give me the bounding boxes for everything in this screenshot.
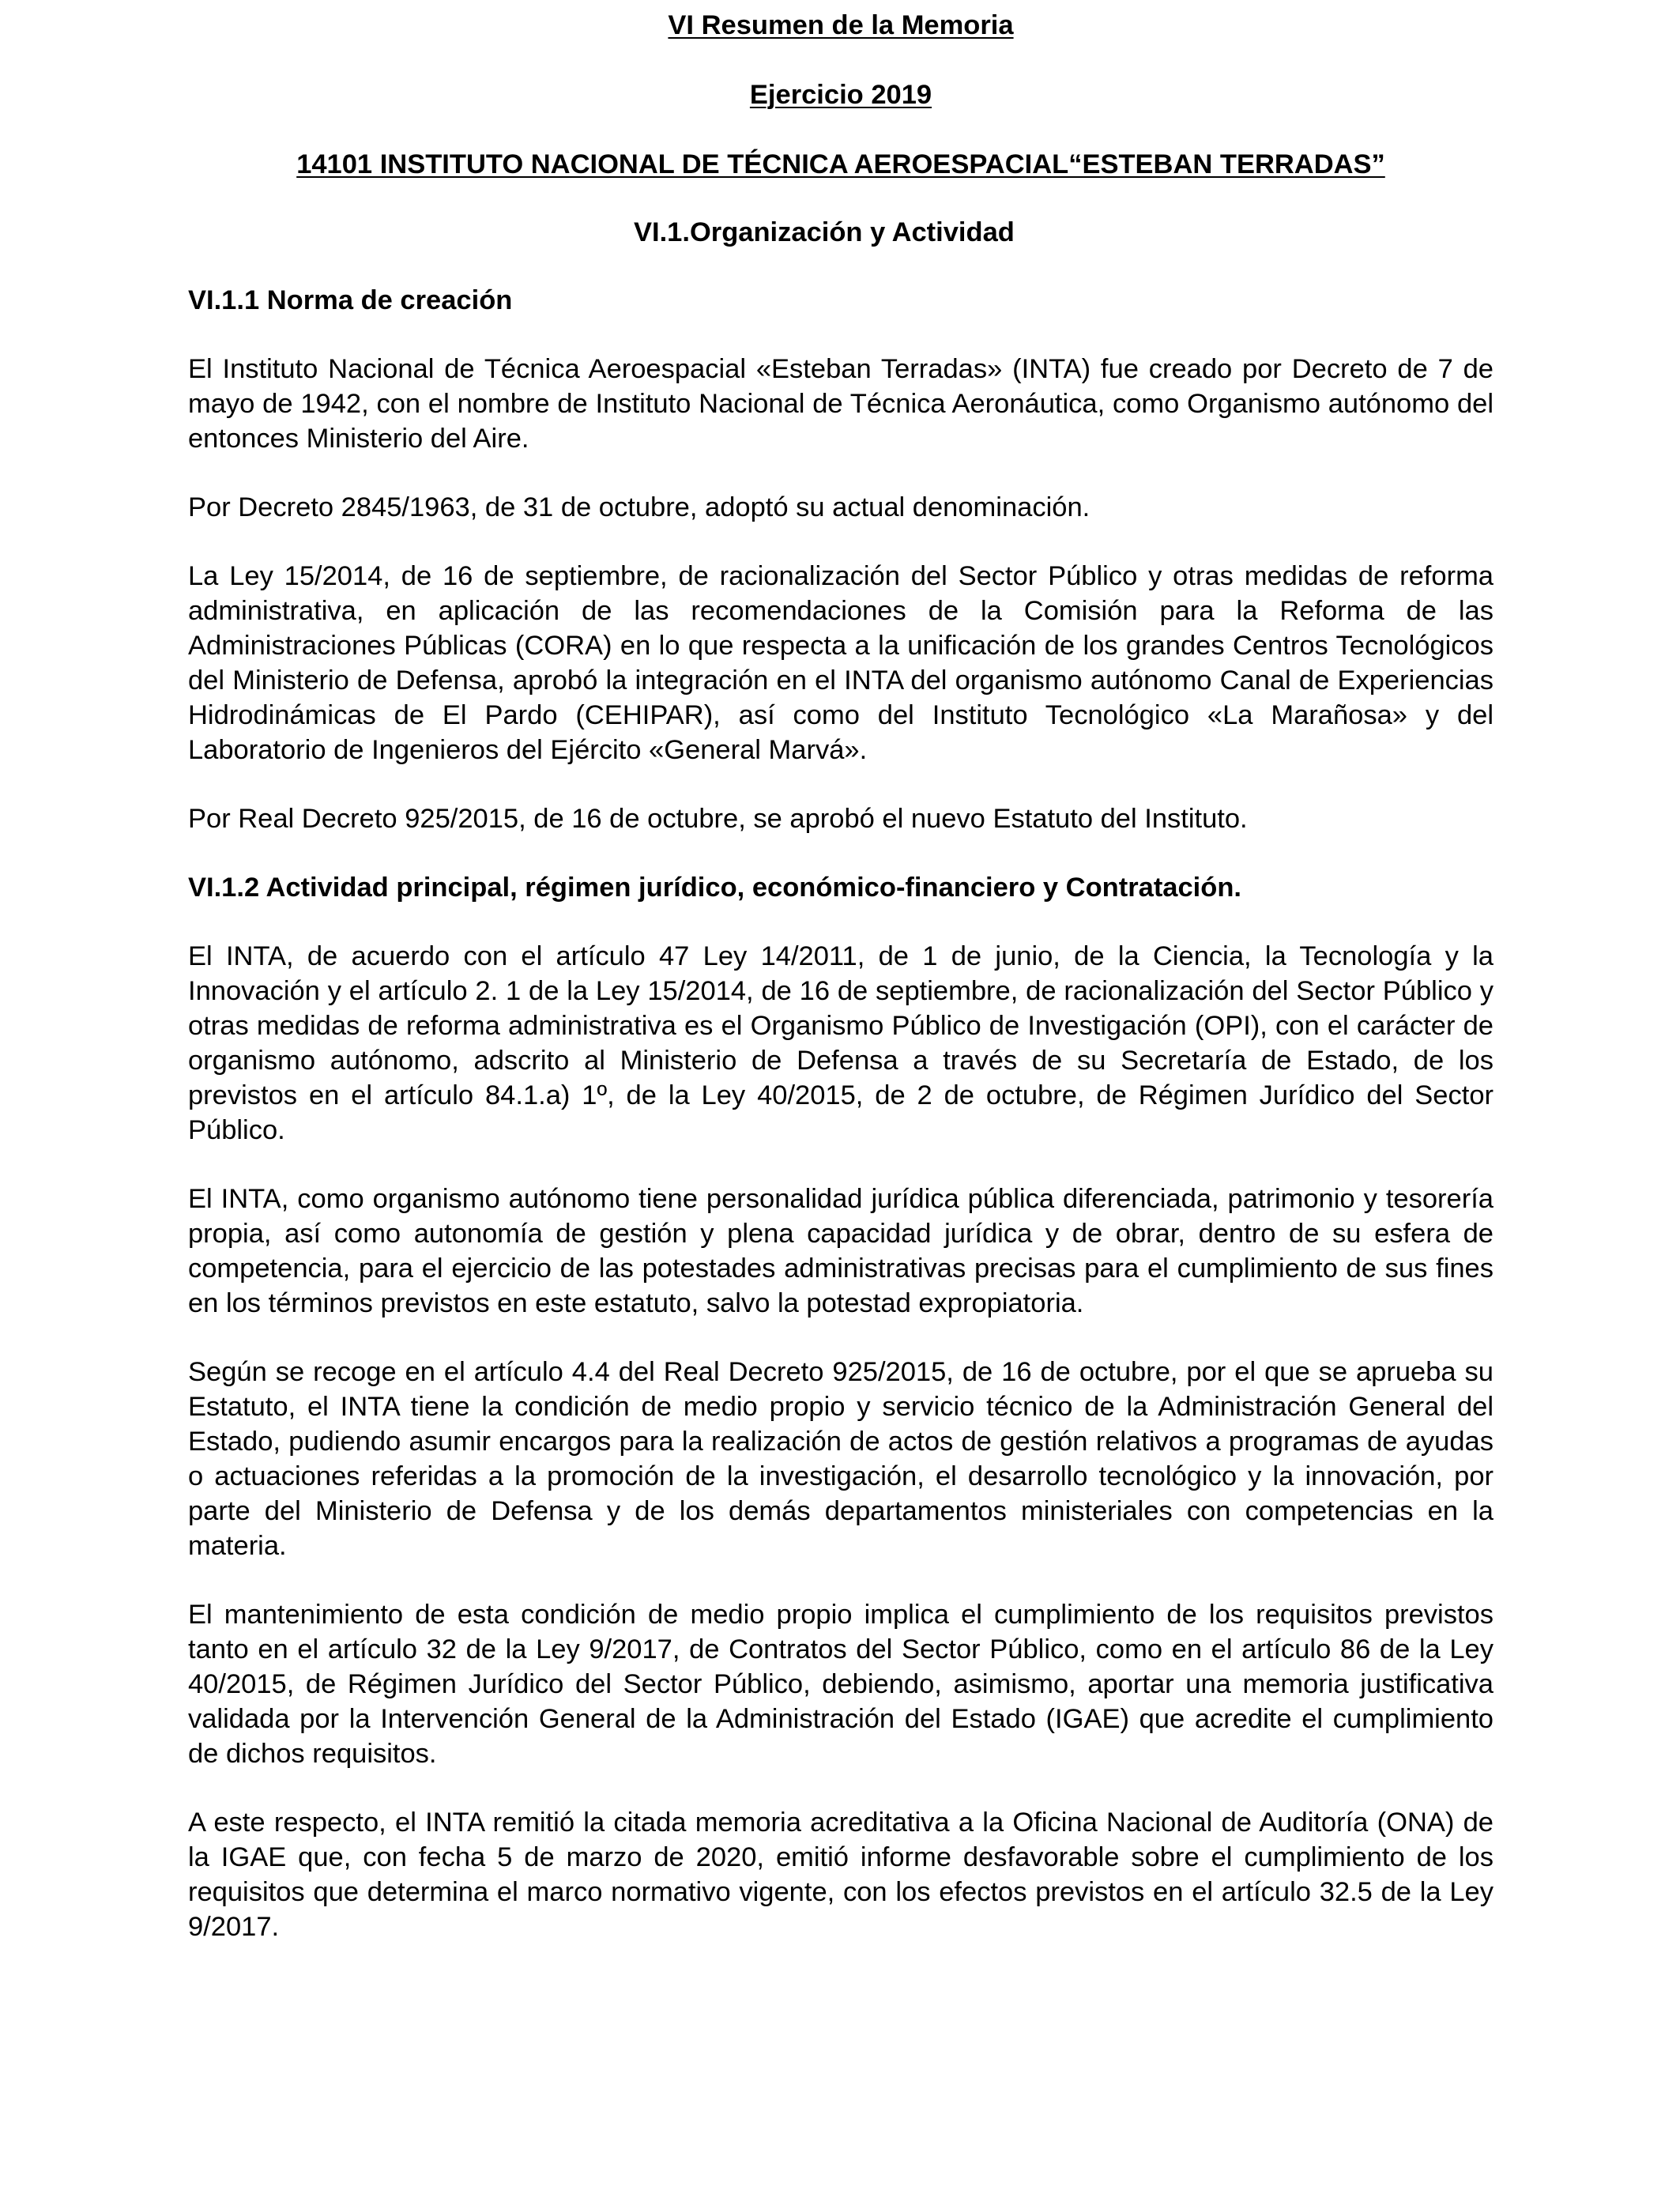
paragraph: A este respecto, el INTA remitió la citada memoria acreditativa a la Oficina Nacional de Auditoría (ONA) de la IGAE que, con fecha 5 de marzo de 2020, emitió informe desfavorable sobre el cumplimiento de los requisitos que determina el marco normativo vigente, con los efectos previstos en el artículo 32.5 de la Ley 9/2017.: [188, 1808, 1494, 1942]
document-content: [188, 0, 1494, 1944]
paragraph: Según se recoge en el artículo 4.4 del Real Decreto 925/2015, de 16 de octubre, por el que se aprueba su Estatuto, el INTA tiene la condición de medio propio y servicio técnico de la Administración General del Estado, pudiendo asumir encargos para la realización de actos de gestión relativos a programas de ayudas o actuaciones referidas a la promoción de la investigación, el desarrollo tecnológico y la innovación, por parte del Ministerio de Defensa y de los demás departamentos ministeriales con competencias en la materia.: [188, 1357, 1494, 1561]
paragraph: Por Real Decreto 925/2015, de 16 de octubre, se aprobó el nuevo Estatuto del Instituto.: [188, 804, 1248, 834]
paragraph: El INTA, de acuerdo con el artículo 47 Ley 14/2011, de 1 de junio, de la Ciencia, la Tecnología y la Innovación y el artículo 2. 1 de la Ley 15/2014, de 16 de septiembre, de racionalización del Sector Público y otras medidas de reforma administrativa es el Organismo Público de Investigación (OPI), con el carácter de organismo autónomo, adscrito al Ministerio de Defensa a través de su Secretaría de Estado, de los previstos en el artículo 84.1.a) 1º, de la Ley 40/2015, de 2 de octubre, de Régimen Jurídico del Sector Público.: [188, 941, 1494, 1145]
subsection-heading-activity: VI.1.2 Actividad principal, régimen jurídico, económico-financiero y Contratación.: [188, 873, 1242, 903]
paragraph: El mantenimiento de esta condición de medio propio implica el cumplimiento de los requisitos previstos tanto en el artículo 32 de la Ley 9/2017, de Contratos del Sector Público, como en el artículo 86 de la Ley 40/2015, de Régimen Jurídico del Sector Público, debiendo, asimismo, aportar una memoria justificativa validada por la Intervención General de la Administración del Estado (IGAE) que acredite el cumplimiento de dichos requisitos.: [188, 1600, 1494, 1769]
section-heading: VI.1.Organización y Actividad: [634, 217, 1015, 247]
entity-title: 14101 INSTITUTO NACIONAL DE TÉCNICA AEROESPACIAL“ESTEBAN TERRADAS”: [296, 149, 1385, 179]
paragraph: Por Decreto 2845/1963, de 31 de octubre, adoptó su actual denominación.: [188, 492, 1090, 522]
paragraph: El Instituto Nacional de Técnica Aeroespacial «Esteban Terradas» (INTA) fue creado por Decreto de 7 de mayo de 1942, con el nombre de Instituto Nacional de Técnica Aeronáutica, como Organismo autónomo del entonces Ministerio del Aire.: [188, 354, 1494, 454]
exercise-title: Ejercicio 2019: [749, 80, 932, 110]
paragraph: El INTA, como organismo autónomo tiene personalidad jurídica pública diferenciada, patrimonio y tesorería propia, así como autonomía de gestión y plena capacidad jurídica y de obrar, dentro de su esfera de competencia, para el ejercicio de las potestades administrativas precisas para el cumplimiento de sus fines en los términos previstos en este estatuto, salvo la potestad expropiatoria.: [188, 1184, 1494, 1318]
document-title: VI Resumen de la Memoria: [668, 10, 1014, 40]
subsection-heading-creation: VI.1.1 Norma de creación: [188, 285, 513, 315]
paragraph: La Ley 15/2014, de 16 de septiembre, de racionalización del Sector Público y otras medidas de reforma administrativa, en aplicación de las recomendaciones de la Comisión para la Reforma de las Administraciones Públicas (CORA) en lo que respecta a la unificación de los grandes Centros Tecnológicos del Ministerio de Defensa, aprobó la integración en el INTA del organismo autónomo Canal de Experiencias Hidrodinámicas de El Pardo (CEHIPAR), así como del Instituto Tecnológico «La Marañosa» y del Laboratorio de Ingenieros del Ejército «General Marvá».: [188, 561, 1494, 765]
